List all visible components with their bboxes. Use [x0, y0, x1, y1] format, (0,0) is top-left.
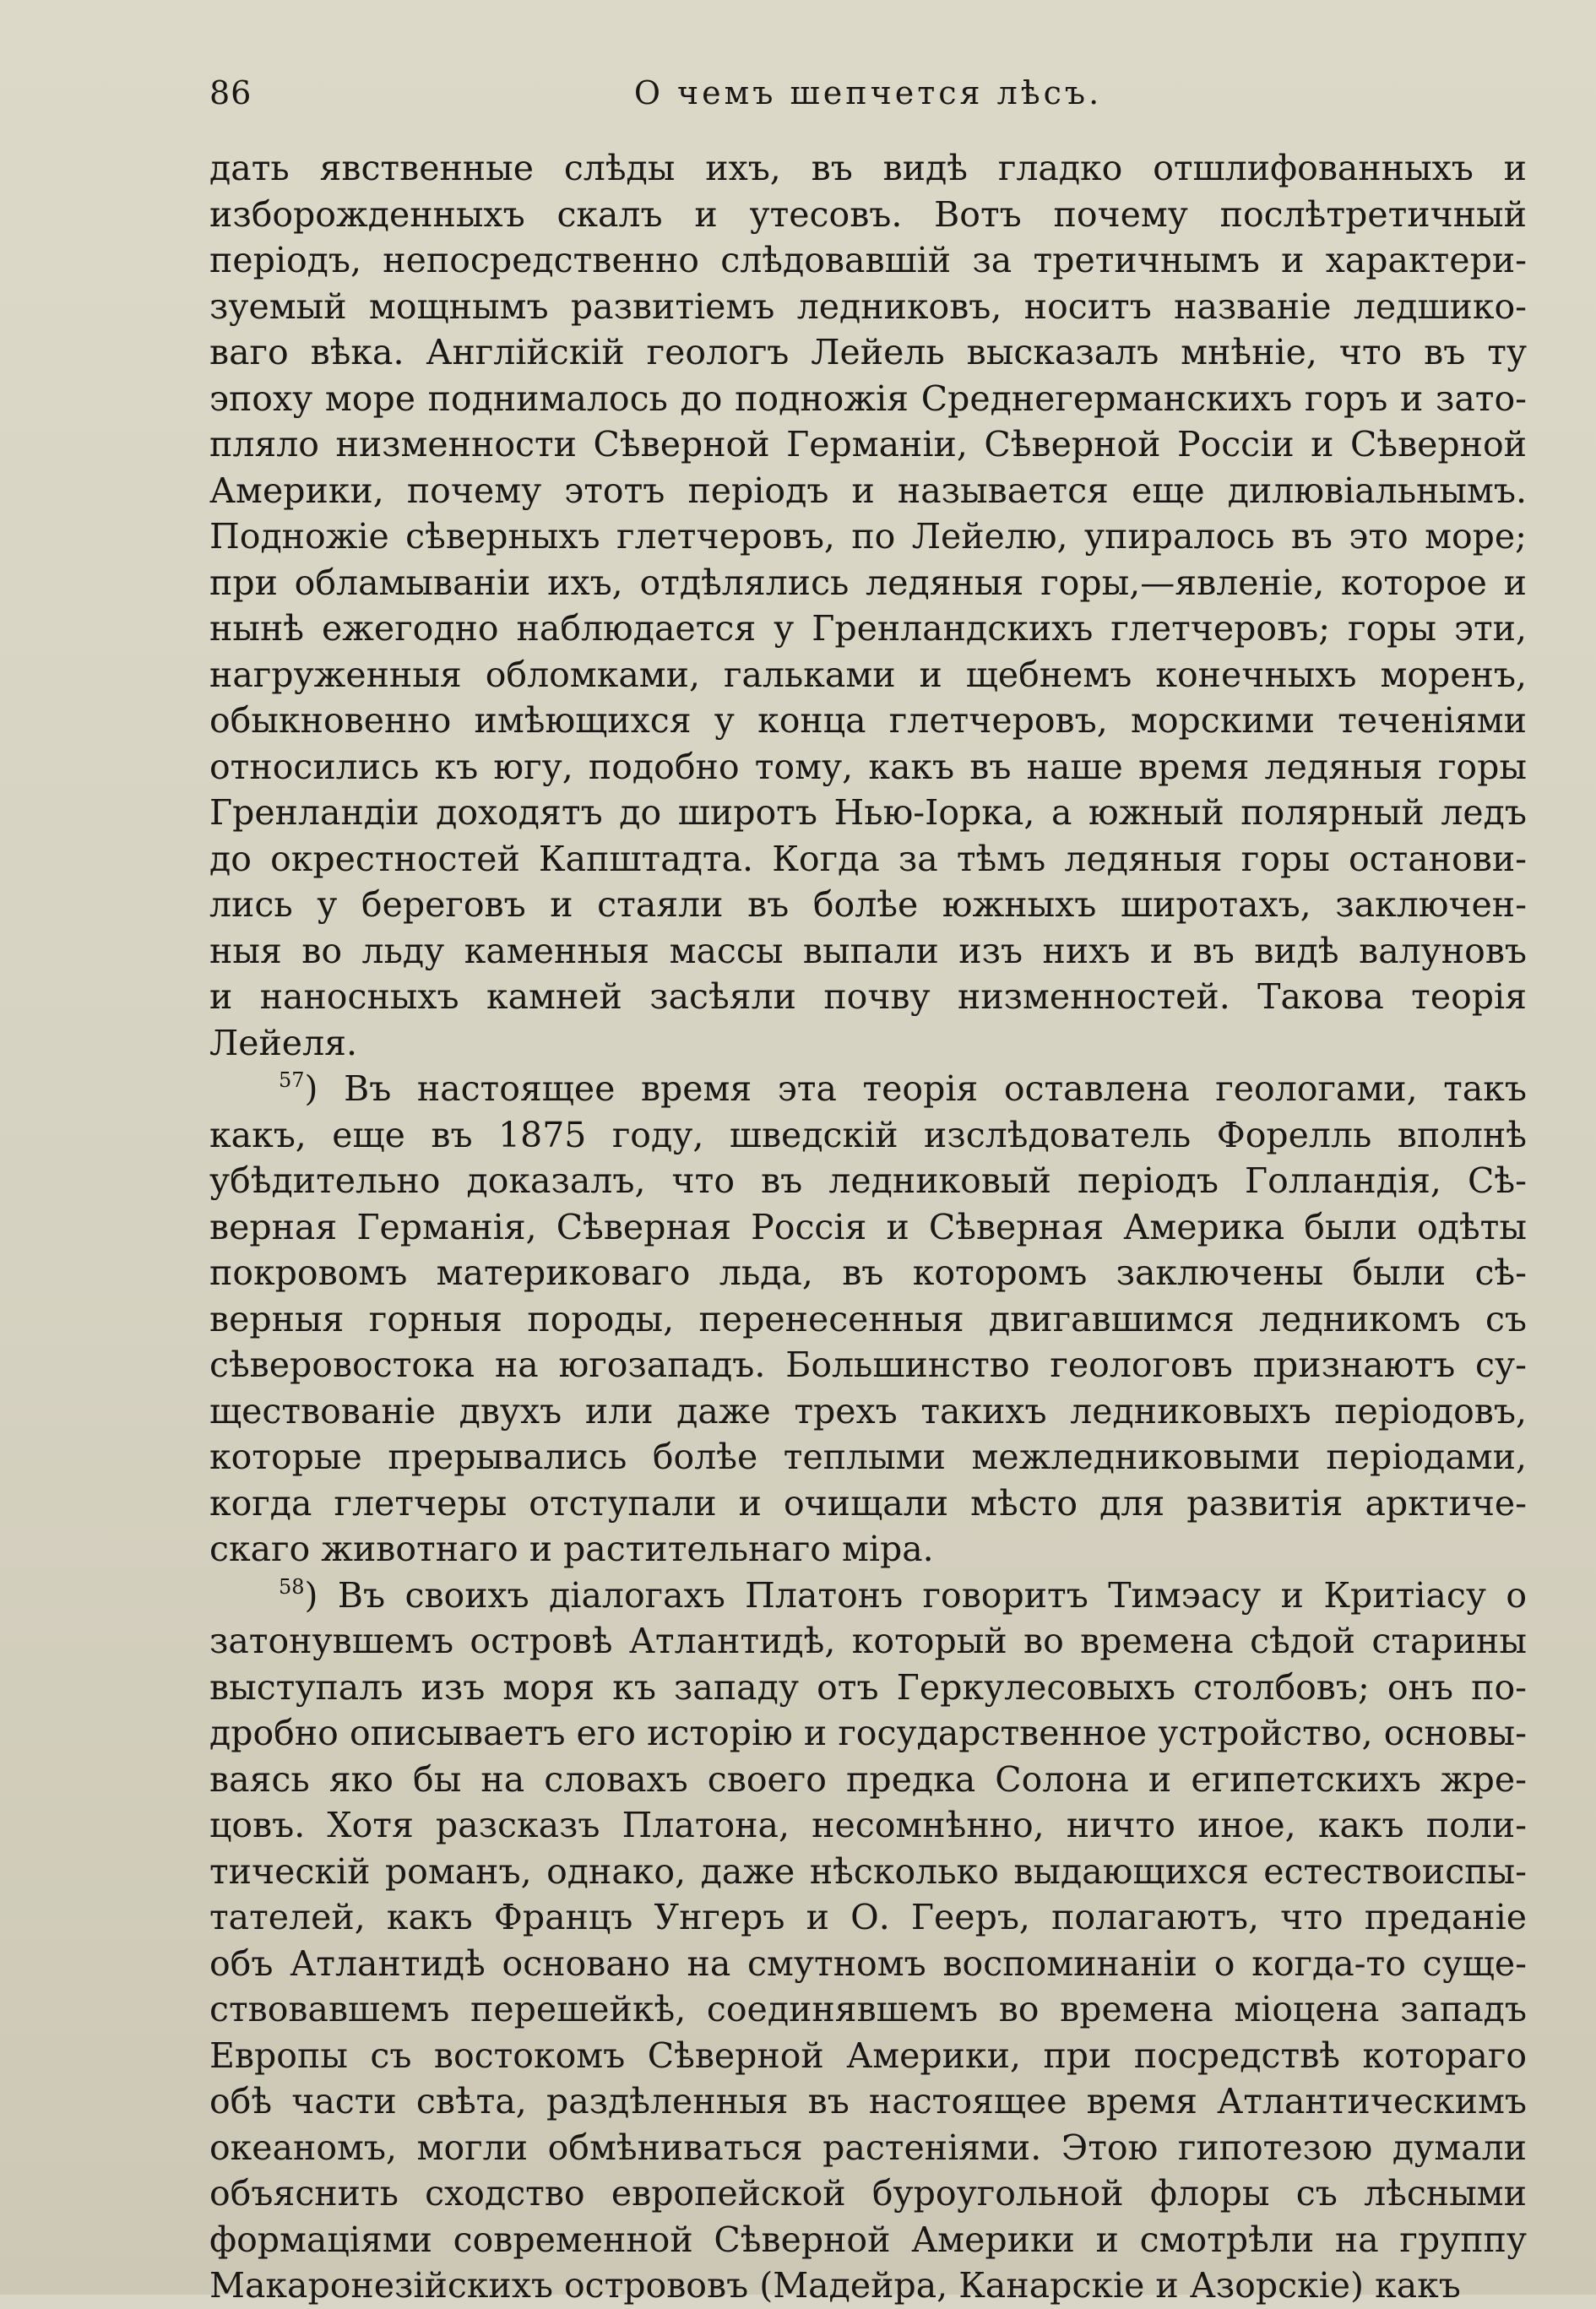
text-line	[209, 329, 1527, 376]
text-line-content: дать явственные слѣды ихъ, въ видѣ гладко отшлифованныхъ и	[209, 148, 1527, 188]
text-line-content: обѣ части свѣта, раздѣленныя въ настоящее время Атлантическимъ	[209, 2081, 1527, 2122]
text-line	[209, 421, 1527, 468]
page-header	[209, 74, 1527, 125]
text-line-content: изборожденныхъ скалъ и утесовъ. Вотъ почему послѣтретичный	[209, 193, 1527, 235]
text-line-content: ваясь яко бы на словахъ своего предка Солона и египетскихъ жре-	[209, 1758, 1527, 1800]
text-line	[209, 192, 1527, 238]
text-line-content: и наносныхъ камней засѣяли почву низменностей. Такова теорія	[209, 976, 1527, 1017]
text-line-content: ) Въ своихъ діалогахъ Платонъ говоритъ Тимэасу и Критіасу о	[304, 1574, 1527, 1616]
text-line-content: Гренландіи доходятъ до широтъ Нью-Іорка, а южный полярный ледъ	[209, 792, 1527, 833]
text-line-content: цовъ. Хотя разсказъ Платона, несомнѣнно, ничто иное, какъ поли-	[209, 1805, 1527, 1845]
text-line-content: которые прерывались болѣе теплыми межледниковыми періодами,	[209, 1437, 1527, 1477]
text-line-content: ществованіе двухъ или даже трехъ такихъ ледниковыхъ періодовъ,	[209, 1390, 1527, 1432]
text-line	[209, 2033, 1527, 2079]
paragraph	[209, 145, 1527, 1066]
text-line-content: верныя горныя породы, перенесенныя двигавшимся ледникомъ съ	[209, 1298, 1527, 1339]
text-line-content: какъ, еще въ 1875 году, шведскій изслѣдователь Форелль вполнѣ	[209, 1114, 1527, 1155]
footnote-number: 58	[279, 1574, 305, 1599]
text-line	[209, 1158, 1527, 1204]
text-line-content: Европы съ востокомъ Сѣверной Америки, при посредствѣ котораго	[209, 2035, 1527, 2076]
text-line-content: обыкновенно имѣющихся у конца глетчеровъ, морскими теченіями	[209, 700, 1527, 741]
text-line	[209, 1296, 1527, 1343]
text-line	[209, 2078, 1527, 2125]
text-line	[209, 790, 1527, 836]
text-line-content: эпоху море поднималось до подножія Среднегерманскихъ горъ и зато-	[209, 378, 1527, 419]
text-line	[209, 1894, 1527, 1941]
text-line-content: когда глетчеры отступали и очищали мѣсто для развитія арктиче-	[209, 1482, 1527, 1524]
text-line-content: нагруженныя обломками, гальками и щебнемъ конечныхъ моренъ,	[209, 654, 1527, 695]
text-line	[209, 1020, 1527, 1067]
text-line	[209, 1250, 1527, 1296]
running-title: О чемъ шепчется лѣсъ.	[633, 74, 1103, 111]
text-line	[209, 1757, 1527, 1803]
text-line-content: Америки, почему этотъ періодъ и называется еще дилювіальнымъ.	[209, 470, 1527, 511]
text-line-content: Подножіе сѣверныхъ глетчеровъ, по Лейелю, упиралось въ это море;	[209, 516, 1527, 557]
text-line	[209, 1618, 1527, 1665]
text-line	[209, 560, 1527, 606]
text-line	[209, 1573, 1527, 1619]
text-line-content: до окрестностей Капштадта. Когда за тѣмъ ледяныя горы останови-	[209, 838, 1527, 879]
text-line-content: относились къ югу, подобно тому, какъ въ наше время ледяныя горы	[209, 746, 1527, 787]
text-line	[209, 1066, 1527, 1112]
text-line	[209, 606, 1527, 652]
text-line-content: убѣдительно доказалъ, что въ ледниковый періодъ Голландія, Сѣ-	[209, 1160, 1527, 1201]
text-line	[209, 1204, 1527, 1251]
text-line	[209, 1112, 1527, 1159]
text-line	[209, 2217, 1527, 2263]
text-line-content: при обламываніи ихъ, отдѣлялись ледяныя горы,—явленіе, которое и	[209, 562, 1527, 603]
text-line-content: дробно описываетъ его исторію и государственное устройство, основы-	[209, 1713, 1527, 1753]
text-line-content: покровомъ материковаго льда, въ которомъ заключены были сѣ-	[209, 1252, 1527, 1293]
text-line	[209, 882, 1527, 928]
text-line	[209, 1480, 1527, 1527]
text-line	[209, 652, 1527, 698]
text-line-content: Макаронезійскихъ острововъ (Мадейра, Канарскіе и Азорскіе) какъ	[209, 2265, 1461, 2306]
text-line-content: верная Германія, Сѣверная Россія и Сѣверная Америка были одѣты	[209, 1206, 1527, 1247]
page-body	[209, 145, 1527, 2309]
text-line	[209, 1342, 1527, 1388]
text-line	[209, 1526, 1527, 1573]
text-line-content: объяснить сходство европейской буроугольной флоры съ лѣсными	[209, 2173, 1527, 2214]
text-line-content: ствовавшемъ перешейкѣ, соединявшемъ во времена міоцена западъ	[209, 1989, 1527, 2029]
text-line-content: океаномъ, могли обмѣниваться растеніями. Этою гипотезою думали	[209, 2127, 1527, 2168]
text-line	[209, 1665, 1527, 1711]
text-line-content: скаго животнаго и растительнаго міра.	[209, 1529, 934, 1569]
text-line-content: формаціями современной Сѣверной Америки и смотрѣли на группу	[209, 2219, 1527, 2260]
text-line	[209, 2170, 1527, 2217]
text-line	[209, 1941, 1527, 1987]
text-line-content: тателей, какъ Францъ Унгеръ и О. Гееръ, полагаютъ, что преданіе	[209, 1897, 1527, 1937]
page-number: 86	[209, 74, 252, 111]
text-line	[209, 1434, 1527, 1480]
text-line-content: зуемый мощнымъ развитіемъ ледниковъ, носитъ названіе ледшико-	[209, 285, 1527, 327]
text-line	[209, 1849, 1527, 1895]
text-line	[209, 513, 1527, 560]
text-line-content: Лейеля.	[209, 1022, 358, 1063]
text-line	[209, 1388, 1527, 1435]
text-line	[209, 2263, 1527, 2309]
text-line-content: тическій романъ, однако, даже нѣсколько выдающихся естествоиспы-	[209, 1850, 1527, 1892]
text-line	[209, 376, 1527, 422]
text-line-content: лись у береговъ и стаяли въ болѣе южныхъ широтахъ, заключен-	[209, 884, 1527, 925]
text-line-content: объ Атлантидѣ основано на смутномъ воспоминаніи о когда-то суще-	[209, 1942, 1527, 1984]
footnote-number: 57	[279, 1068, 305, 1092]
text-line	[209, 974, 1527, 1020]
text-line	[209, 237, 1527, 284]
text-line-content: нынѣ ежегодно наблюдается у Гренландскихъ глетчеровъ; горы эти,	[209, 608, 1527, 649]
text-line	[209, 145, 1527, 192]
text-line-content: ваго вѣка. Англійскій геологъ Лейель высказалъ мнѣніе, что въ ту	[209, 332, 1527, 372]
text-line	[209, 1986, 1527, 2033]
text-line	[209, 836, 1527, 883]
text-line	[209, 698, 1527, 744]
text-line	[209, 1710, 1527, 1757]
text-line	[209, 468, 1527, 514]
text-line-content: сѣверовостока на югозападъ. Большинство геологовъ признаютъ су-	[209, 1345, 1527, 1385]
text-line	[209, 928, 1527, 975]
text-line-content: затонувшемъ островѣ Атлантидѣ, который во времена сѣдой старины	[209, 1621, 1527, 1661]
text-line-content: выступалъ изъ моря къ западу отъ Геркулесовыхъ столбовъ; онъ по-	[209, 1666, 1527, 1708]
text-line-content: пляло низменности Сѣверной Германіи, Сѣверной Россіи и Сѣверной	[209, 424, 1527, 465]
paragraph	[209, 1573, 1527, 2309]
text-line-content: ) Въ настоящее время эта теорія оставлена геологами, такъ	[304, 1068, 1527, 1109]
text-line	[209, 284, 1527, 330]
text-line	[209, 1802, 1527, 1849]
paragraph	[209, 1066, 1527, 1573]
text-line-content: ныя во льду каменныя массы выпали изъ нихъ и въ видѣ валуновъ	[209, 930, 1527, 971]
text-line	[209, 2125, 1527, 2171]
text-line	[209, 744, 1527, 790]
text-line-content: періодъ, непосредственно слѣдовавшій за третичнымъ и характери-	[209, 240, 1527, 280]
